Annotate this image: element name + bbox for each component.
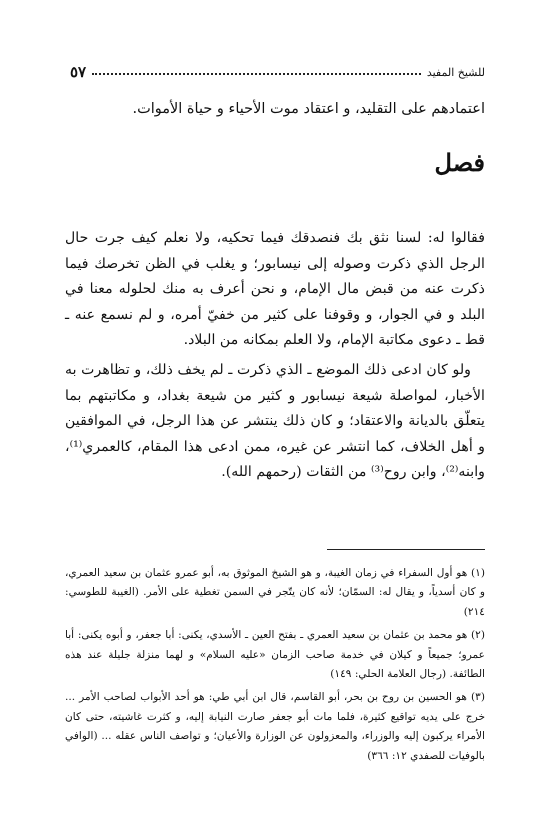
paragraph: ولو كان ادعى ذلك الموضع ـ الذي ذكرت ـ لم يخف ذلك، و تظاهرت به الأخبار، لمواصلة شيعة نيسابور و كثير من شيعة بغداد، و مكاتبتهم بما يتعلّق بالديانة والاعتقاد؛ و كان ذلك ينتشر عن هذا الرجل، في الموافقين و أهل الخلاف، كما انتشر عن غيره، ممن ادعى هذا المقام، كالعمري⁽¹⁾، وابنه⁽²⁾، وابن روح⁽³⁾ من الثقات (رحمهم الله). [65, 361, 485, 481]
running-header [70, 62, 485, 82]
footnote: (١) هو أول السفراء في زمان الغيبة، و هو الشيخ الموثوق به، أبو عمرو عثمان بن سعيد العمري، و كان أسدياً، و يقال له: السمّان؛ لأنه كان يتّجر في السمن تغطية على الأمر. (الغيبة للطوسي: ٢١٤) [65, 567, 485, 618]
header-dotted-leader [92, 73, 421, 75]
footnotes [65, 564, 485, 770]
page-number: ٥٧ [70, 63, 87, 81]
paragraph: فقالوا له: لسنا نثق بك فنصدقك فيما تحكيه، ولا نعلم كيف جرت حال الرجل الذي ذكرت وصوله إلى نيسابور؛ و يغلب في الظن تخرصك فيما ذكرت عنه من قبض مال الإمام، و نحن أعرف به منك لحلوله معنا في البلد و في الجوار، و وقوفنا على كثير من خفيّ أمره، و لم نسمع عنه ـ قط ـ دعوى مكاتبة الإمام، ولا العلم بمكانه من البلاد. [65, 230, 485, 349]
continued-text-line: اعتمادهم على التقليد، و اعتقاد موت الأحياء و حياة الأموات. [132, 101, 485, 117]
section-heading: فصل [434, 148, 485, 177]
running-header-title: للشيخ المفيد [426, 65, 485, 79]
footnote: (٣) هو الحسين بن روح بن بحر، أبو القاسم، قال ابن أبي طي: هو أحد الأبواب لصاحب الأمر ... خرج على يديه تواقيع كثيرة، فلما مات أبو جعفر صارت النيابة إليه، و كثرت غاشيته، حتى كان الأمراء يركبون إليه والوزراء، والمعزولون عن الوزارة والأعيان؛ و تواصف الناس عقله ... (الوافي بالوفيات للصفدي ١٢: ٣٦٦) [65, 691, 485, 762]
main-text [65, 226, 485, 486]
footnote: (٢) هو محمد بن عثمان بن سعيد العمري ـ بفتح العين ـ الأسدي، يكنى: أبا جعفر، و أبوه يكنى: أبا عمرو؛ جميعاً و كيلان في خدمة صاحب الزمان «عليه السلام» و لهما منزلة جليلة عند هذه الطائفة. (رجال العلامة الحلي: ١٤٩) [65, 629, 485, 681]
footnote-divider [327, 549, 485, 550]
